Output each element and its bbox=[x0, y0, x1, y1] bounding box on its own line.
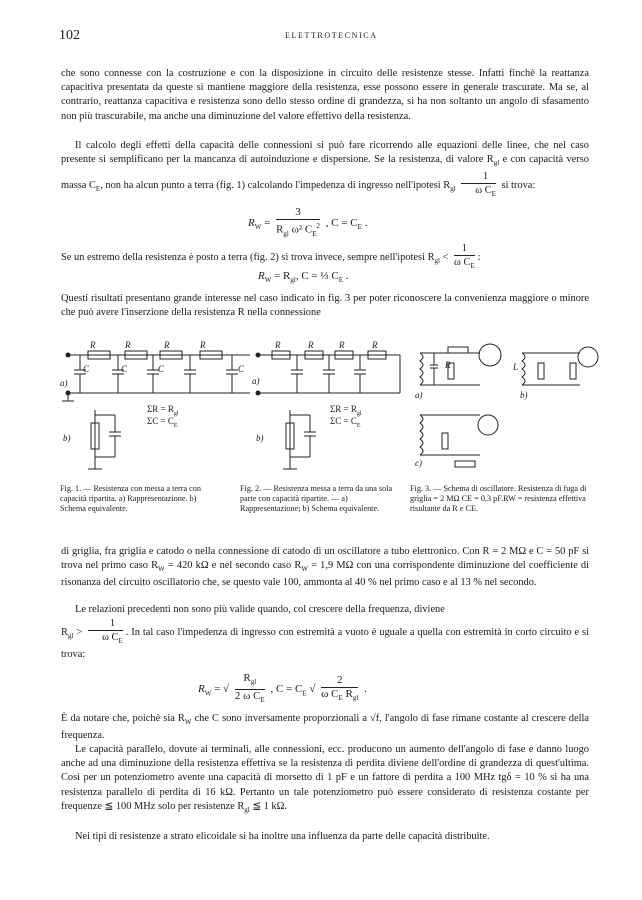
equation-2: $R_W = R_{gl}$, C = ⅓ $C_E$ . bbox=[258, 270, 349, 285]
paragraph-text: Le capacità parallelo, dovute ai terminali, alle connessioni, ecc. producono un aumento dell'angolo di fase e danno luogo anche ad una diminuzione della resistenza effettiva se la resistenza di perdita diviene dell'ordine di grandezza di quest'ultima. Così per un potenziometro avente una capacità di morsetto di 1 pF e un fattore di perdita a 100 MHz tgδ = 10 % si ha una resistenza parallelo di perdita di 16 kΩ. Pertanto un tale potenziometro può essere considerato di resistenza costante per frequenze ≦ 100 MHz solo per resistenze $R_{gl}$ ≦ 1 kΩ. bbox=[61, 744, 589, 814]
paragraph-1 bbox=[61, 67, 589, 124]
paragraph-text: È da notare che, poichè sia $R_W$ che C sono inversamente proporzionali a √f, l'angolo di fase rimane costante al crescere della frequenza. bbox=[61, 713, 589, 742]
equation-1: $R_W$ = $\frac{3}{R_{gl} \omega^2 C_E^2}$ , $C = C_E$ . bbox=[248, 206, 368, 238]
fig1-caption: Fig. 1. — Resistenza con messa a terra con capacità ripartita. a) Rappresentazione. b) Schema equivalente. bbox=[60, 484, 201, 513]
paragraph-6 bbox=[61, 603, 589, 662]
fig2-r3: R bbox=[339, 340, 345, 350]
running-title: ELETTROTECNICA bbox=[285, 31, 378, 40]
figure-3-diagram bbox=[410, 335, 600, 485]
fig1-c1: C bbox=[83, 364, 90, 374]
fig2-rn: R bbox=[372, 340, 378, 350]
fig1-c2: C bbox=[121, 364, 128, 374]
paragraph-2 bbox=[61, 139, 589, 202]
figure-2-diagram bbox=[250, 335, 405, 475]
paragraph-text: Questi risultati presentano grande interesse nel caso indicato in fig. 3 per poter riconoscere la convenienza maggiore o minore che può avere l'inserzione della resistenza R nella connessione bbox=[61, 293, 589, 319]
paragraph-text: di griglia, fra griglia e catodo o nella connessione di catodo di un oscillatore a tubo elettronico. Con R = 2 MΩ e C = 50 pF si trova nel primo caso $R_W = 420$ kΩ e nel secondo caso $R_W = 1,9$ MΩ con una corrispondente diminuzione del coefficiente di risonanza del circuito oscillatorio che, se questo vale 100, ammonta al 40 % nel primo caso e al 13 % nel secondo. bbox=[61, 546, 589, 589]
fig1-r1: R bbox=[90, 340, 96, 350]
paragraph-text: Nei tipi di resistenze a strato elicoidale si ha inoltre una influenza da parte delle capacità distribuite. bbox=[75, 831, 490, 842]
fig2-label-b: b) bbox=[256, 433, 264, 443]
fig1-rn: R bbox=[200, 340, 206, 350]
fig1-label-a: a) bbox=[60, 378, 68, 388]
page-number: 102 bbox=[59, 28, 80, 43]
paragraph-5 bbox=[61, 545, 589, 591]
fig1-cn: C bbox=[238, 364, 245, 374]
fig2-r1: R bbox=[275, 340, 281, 350]
fig1-r3: R bbox=[164, 340, 170, 350]
paragraph-text: Il calcolo degli effetti della capacità delle connessioni si può fare ricorrendo alle equazioni delle linee, che nel caso presente si semplificano per la mancanza di autoinduzione e dispersione. Se la resistenza, di valore $R_{gl}$ e con capacità verso massa $C_E$, non ha alcun punto a terra (fig. 1) calcolando l'impedenza di ingresso nell'ipotesi $R_{gl}$ $\frac{1}{\omega C_E}$ si trova: bbox=[61, 140, 589, 199]
paragraph-8 bbox=[61, 743, 589, 817]
fig2-sum-c: $\Sigma C = C_E$ bbox=[330, 416, 361, 429]
fig1-c3: C bbox=[158, 364, 165, 374]
equation-3: $R_W$ = √ $\frac{R_{gl}}{2 \omega C_E}$ , $C = C_E$ √ $\frac{2}{\omega C_E R_{gl}}$ . bbox=[198, 672, 367, 705]
fig2-r2: R bbox=[308, 340, 314, 350]
fig2-caption: Fig. 2. — Resistenza messa a terra da una sola parte con capacità ripartite. — a) Rappresentazione; b) Schema equivalente. bbox=[240, 484, 393, 513]
paragraph-text: Se un estremo della resistenza è posto a terra (fig. 2) si trova invece, sempre nell'ipotesi $R_{gl}$ < $\frac{1}{\omega C_E}$ : bbox=[61, 243, 481, 271]
paragraph-4 bbox=[61, 292, 589, 320]
paragraph-7 bbox=[61, 712, 589, 743]
fig1-label-b: b) bbox=[63, 433, 71, 443]
page-header bbox=[0, 28, 642, 44]
fig3-caption: Fig. 3. — Schema di oscillatore. Resistenza di fuga di griglia = 2 MΩ CE = 0,3 pF.RW = resistenza effettiva risultante da R e CE. bbox=[410, 484, 587, 513]
paragraph-9 bbox=[61, 830, 589, 844]
fig3-l: L bbox=[513, 362, 519, 372]
paragraph-3 bbox=[61, 242, 589, 273]
fig2-label-a: a) bbox=[252, 376, 260, 386]
fig1-r2: R bbox=[125, 340, 131, 350]
fig3-label-c: c) bbox=[415, 458, 422, 468]
fig1-sum-c: $\Sigma C = C_E$ bbox=[147, 416, 178, 429]
fig3-r: R bbox=[445, 360, 451, 370]
paragraph-text: che sono connesse con la costruzione e con la disposizione in circuito delle resistenze stesse. Infatti finchè la reattanza capacitiva presentata da queste si mantiene maggiore della resistenza, esse possono essere in generale trascurate. Ma se, al contrario, reattanza capacitiva e resistenza sono dello stesso ordine di grandezza, si ha non soltanto un angolo di sfasamento non più trascurabile, ma anche una diminuzione del valore effettivo della resistenza. bbox=[61, 68, 589, 122]
fig2-sum-r: $\Sigma R = R_{gl}$ bbox=[330, 404, 362, 417]
fig3-label-a: a) bbox=[415, 390, 423, 400]
paragraph-text: Le relazioni precedenti non sono più valide quando, col crescere della frequenza, diviene $R_{gl}$ > $\frac{1}{\omega C_E}$ . In tal caso l'impedenza di ingresso con estremità a vuoto è uguale a quella con estremità in corto circuito e si trova: bbox=[61, 604, 589, 661]
fig3-label-b: b) bbox=[520, 390, 528, 400]
fig1-sum-r: $\Sigma R = R_{gl}$ bbox=[147, 404, 179, 417]
